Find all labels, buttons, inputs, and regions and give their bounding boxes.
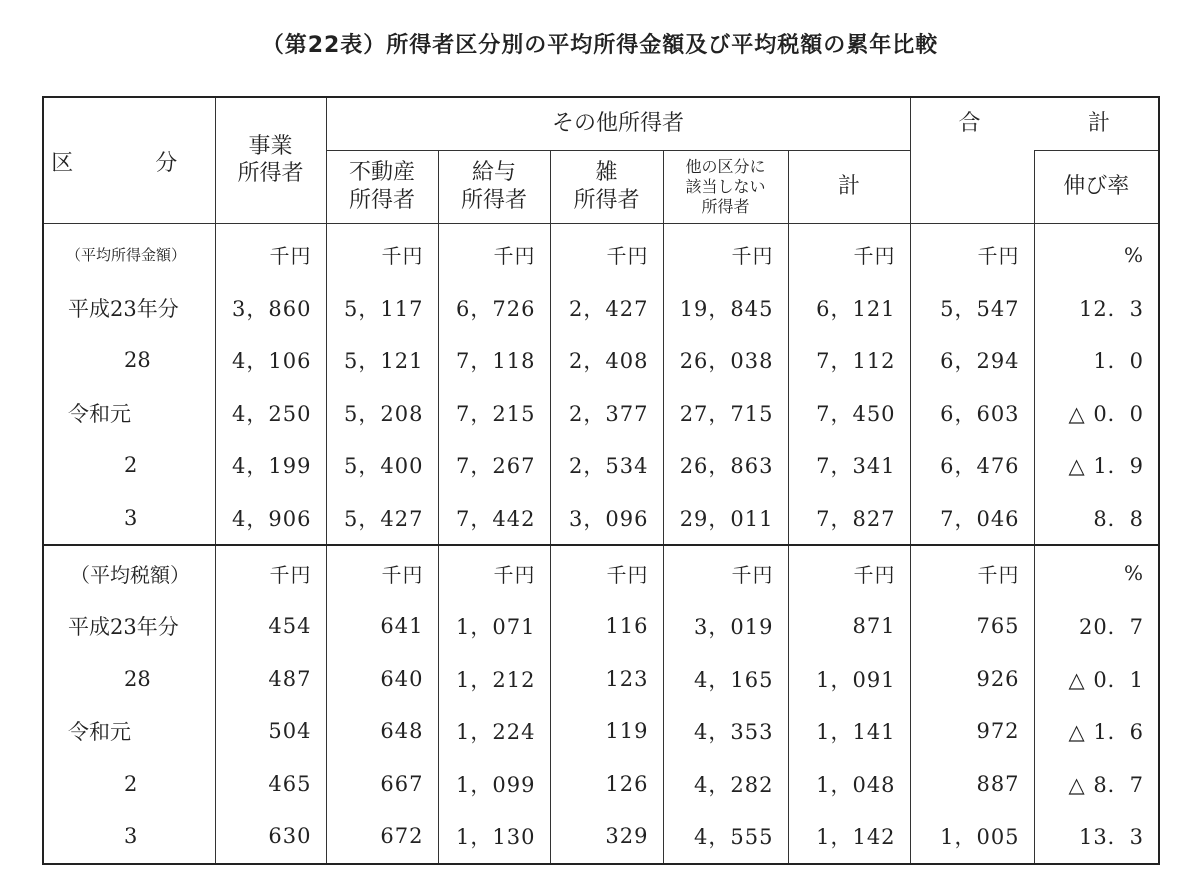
- header-kubun: 区 分: [43, 97, 215, 223]
- comparison-table: [42, 96, 1160, 865]
- cell-zatsu: 2，377: [550, 387, 663, 440]
- unit-cell: 千円: [663, 545, 788, 600]
- cell-kei: 6，121: [788, 282, 910, 335]
- cell-kei: 1，048: [788, 758, 910, 811]
- cell-gokei: 972: [910, 705, 1034, 758]
- header-nobiritsu: 伸び率: [1034, 150, 1159, 223]
- cell-hoka: 4，353: [663, 705, 788, 758]
- cell-kyuyo: 1，130: [438, 810, 550, 864]
- cell-gokei: 765: [910, 600, 1034, 653]
- cell-jigyou: 630: [215, 810, 326, 864]
- row-label: 平成23年分: [43, 600, 215, 653]
- header-fudousan-line1: 不動産: [348, 160, 415, 185]
- row-label: 令和元: [43, 705, 215, 758]
- cell-nobiritsu: 20．7: [1034, 600, 1159, 653]
- unit-cell: 千円: [326, 545, 438, 600]
- unit-cell: 千円: [788, 223, 910, 282]
- cell-zatsu: 119: [550, 705, 663, 758]
- cell-kyuyo: 1，224: [438, 705, 550, 758]
- cell-kei: 1，091: [788, 653, 910, 706]
- cell-hoka: 26，038: [663, 334, 788, 387]
- cell-fudousan: 5，117: [326, 282, 438, 335]
- header-sonota-group: その他所得者: [326, 97, 910, 150]
- row-label: 2: [43, 758, 215, 811]
- unit-cell: 千円: [215, 545, 326, 600]
- cell-kei: 7，827: [788, 492, 910, 546]
- cell-hoka: 4，282: [663, 758, 788, 811]
- header-kei: 計: [788, 150, 910, 223]
- cell-kyuyo: 7，118: [438, 334, 550, 387]
- cell-zatsu: 126: [550, 758, 663, 811]
- header-jigyou-line2: 所得者: [237, 161, 304, 187]
- cell-kyuyo: 1，099: [438, 758, 550, 811]
- table-row: [43, 705, 1159, 758]
- header-jigyou-line1: 事業: [248, 133, 293, 159]
- header-gokei-right: 計: [1088, 111, 1111, 136]
- header-jigyou: [215, 97, 326, 223]
- cell-nobiritsu: △ 8．7: [1034, 758, 1159, 811]
- cell-hoka: 19，845: [663, 282, 788, 335]
- unit-cell: 千円: [215, 223, 326, 282]
- cell-hoka: 4，165: [663, 653, 788, 706]
- cell-gokei: 6，603: [910, 387, 1034, 440]
- cell-kyuyo: 1，071: [438, 600, 550, 653]
- row-label: 令和元: [43, 387, 215, 440]
- cell-gokei: 1，005: [910, 810, 1034, 864]
- table-row: [43, 334, 1159, 387]
- header-hoka-line2: 該当しない: [685, 176, 766, 196]
- cell-jigyou: 465: [215, 758, 326, 811]
- cell-fudousan: 672: [326, 810, 438, 864]
- cell-fudousan: 641: [326, 600, 438, 653]
- unit-cell: 千円: [438, 223, 550, 282]
- row-label: 28: [43, 334, 215, 387]
- row-label: 3: [43, 810, 215, 864]
- cell-jigyou: 4，106: [215, 334, 326, 387]
- cell-gokei: 887: [910, 758, 1034, 811]
- row-label: 28: [43, 653, 215, 706]
- unit-cell: 千円: [910, 223, 1034, 282]
- unit-cell: 千円: [438, 545, 550, 600]
- header-gokei-value: [910, 150, 1034, 223]
- section-tax-unit-row: [43, 545, 1159, 600]
- cell-zatsu: 116: [550, 600, 663, 653]
- unit-cell: 千円: [910, 545, 1034, 600]
- cell-hoka: 3，019: [663, 600, 788, 653]
- header-zatsu-line1: 雑: [595, 160, 618, 185]
- page-title: （第22表）所得者区分別の平均所得金額及び平均税額の累年比較: [261, 33, 939, 58]
- cell-gokei: 6，476: [910, 439, 1034, 492]
- unit-cell: 千円: [663, 223, 788, 282]
- cell-fudousan: 5，121: [326, 334, 438, 387]
- table-row: [43, 600, 1159, 653]
- cell-fudousan: 648: [326, 705, 438, 758]
- header-hoka-line3: 所得者: [701, 196, 750, 216]
- cell-zatsu: 2，534: [550, 439, 663, 492]
- cell-jigyou: 3，860: [215, 282, 326, 335]
- header-fudousan-line2: 所得者: [348, 187, 415, 213]
- header-gokei-left: 合: [958, 111, 981, 136]
- cell-nobiritsu: 12．3: [1034, 282, 1159, 335]
- cell-jigyou: 4，199: [215, 439, 326, 492]
- unit-cell: %: [1034, 223, 1159, 282]
- cell-gokei: 926: [910, 653, 1034, 706]
- header-hoka-line1: 他の区分に: [685, 156, 766, 176]
- cell-zatsu: 2，427: [550, 282, 663, 335]
- cell-jigyou: 454: [215, 600, 326, 653]
- cell-nobiritsu: △ 0．0: [1034, 387, 1159, 440]
- header-zatsu: [550, 150, 663, 223]
- header-hoka: [663, 150, 788, 223]
- unit-cell: 千円: [326, 223, 438, 282]
- header-kyuyo-line1: 給与: [471, 160, 516, 185]
- cell-fudousan: 5，208: [326, 387, 438, 440]
- table-row: [43, 439, 1159, 492]
- cell-kyuyo: 6，726: [438, 282, 550, 335]
- cell-kei: 7，450: [788, 387, 910, 440]
- cell-fudousan: 667: [326, 758, 438, 811]
- cell-gokei: 7，046: [910, 492, 1034, 546]
- cell-jigyou: 487: [215, 653, 326, 706]
- cell-nobiritsu: 1．0: [1034, 334, 1159, 387]
- row-label: 2: [43, 439, 215, 492]
- header-kyuyo-line2: 所得者: [460, 187, 527, 213]
- unit-cell: 千円: [550, 545, 663, 600]
- cell-nobiritsu: △ 1．6: [1034, 705, 1159, 758]
- cell-kei: 871: [788, 600, 910, 653]
- cell-fudousan: 5，427: [326, 492, 438, 546]
- cell-gokei: 6，294: [910, 334, 1034, 387]
- cell-hoka: 29，011: [663, 492, 788, 546]
- table-row: [43, 282, 1159, 335]
- cell-fudousan: 5，400: [326, 439, 438, 492]
- cell-kyuyo: 7，442: [438, 492, 550, 546]
- cell-kei: 1，142: [788, 810, 910, 864]
- header-zatsu-line2: 所得者: [573, 187, 640, 213]
- section-label-tax: （平均税額）: [43, 545, 215, 600]
- cell-nobiritsu: 8．8: [1034, 492, 1159, 546]
- cell-hoka: 26，863: [663, 439, 788, 492]
- table-row: [43, 492, 1159, 546]
- table-row: [43, 810, 1159, 864]
- cell-kyuyo: 7，267: [438, 439, 550, 492]
- table-row: [43, 387, 1159, 440]
- cell-jigyou: 4，250: [215, 387, 326, 440]
- cell-jigyou: 504: [215, 705, 326, 758]
- cell-hoka: 27，715: [663, 387, 788, 440]
- header-gokei: [910, 97, 1159, 150]
- header-kyuyo: [438, 150, 550, 223]
- cell-zatsu: 2，408: [550, 334, 663, 387]
- cell-kei: 7，341: [788, 439, 910, 492]
- unit-cell: %: [1034, 545, 1159, 600]
- header-fudousan: [326, 150, 438, 223]
- cell-nobiritsu: △ 1．9: [1034, 439, 1159, 492]
- cell-kei: 1，141: [788, 705, 910, 758]
- row-label: 平成23年分: [43, 282, 215, 335]
- unit-cell: 千円: [550, 223, 663, 282]
- cell-zatsu: 3，096: [550, 492, 663, 546]
- table-row: [43, 653, 1159, 706]
- cell-jigyou: 4，906: [215, 492, 326, 546]
- cell-nobiritsu: 13．3: [1034, 810, 1159, 864]
- cell-hoka: 4，555: [663, 810, 788, 864]
- cell-kei: 7，112: [788, 334, 910, 387]
- section-income-unit-row: [43, 223, 1159, 282]
- cell-zatsu: 123: [550, 653, 663, 706]
- row-label: 3: [43, 492, 215, 546]
- cell-zatsu: 329: [550, 810, 663, 864]
- cell-nobiritsu: △ 0．1: [1034, 653, 1159, 706]
- table-row: [43, 758, 1159, 811]
- cell-kyuyo: 1，212: [438, 653, 550, 706]
- cell-kyuyo: 7，215: [438, 387, 550, 440]
- section-label-income: （平均所得金額）: [43, 223, 215, 282]
- cell-gokei: 5，547: [910, 282, 1034, 335]
- unit-cell: 千円: [788, 545, 910, 600]
- cell-fudousan: 640: [326, 653, 438, 706]
